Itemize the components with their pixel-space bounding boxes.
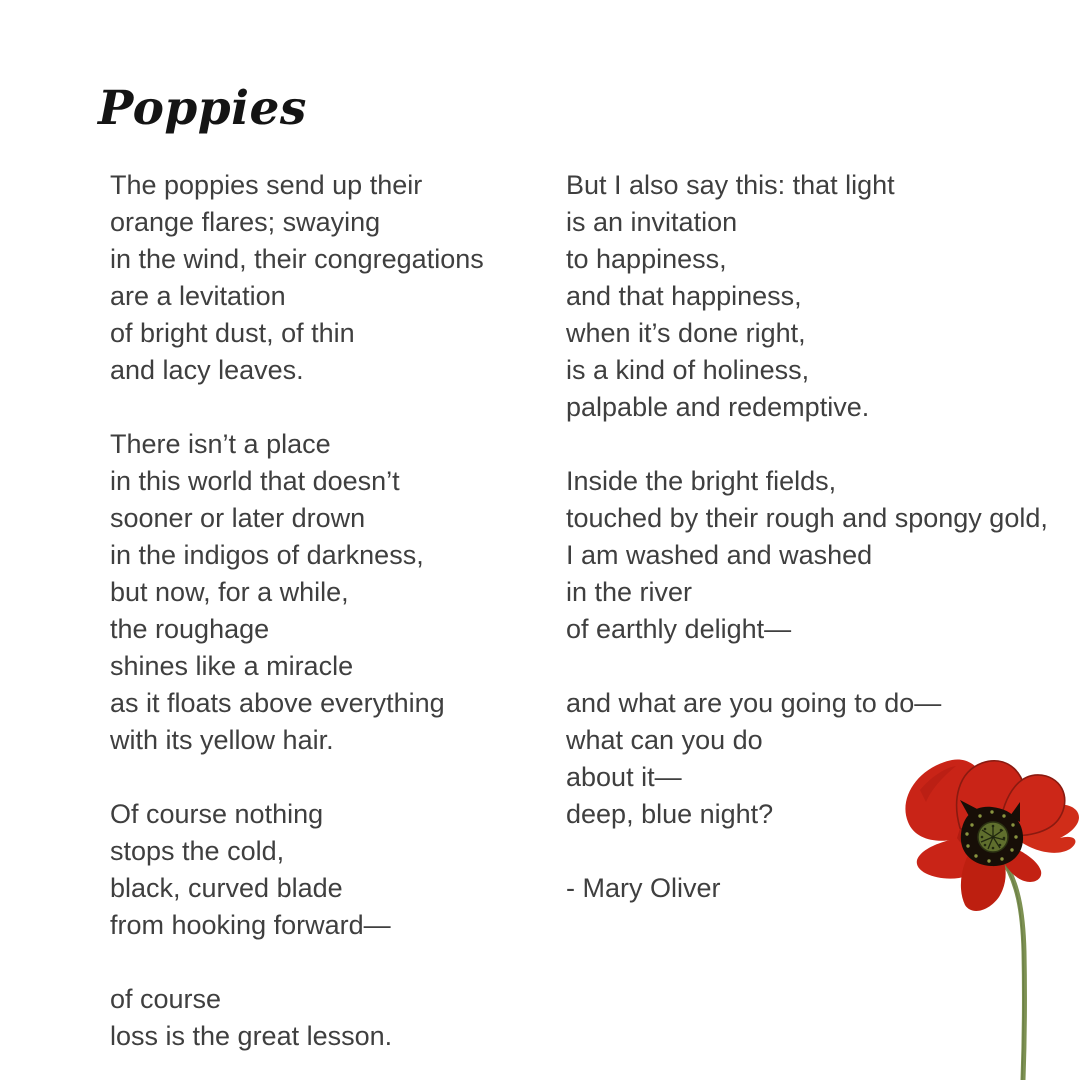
poem-line: There isn’t a place (110, 429, 331, 459)
poppy-stem-shade (1001, 858, 1023, 1080)
poem-line: with its yellow hair. (110, 725, 334, 755)
poem-line: when it’s done right, (566, 318, 806, 348)
stanza (566, 167, 1076, 426)
stanza (110, 426, 555, 759)
poem-line: stops the cold, (110, 836, 285, 866)
poem-line: Of course nothing (110, 799, 324, 829)
poppy-stem (1000, 856, 1024, 1080)
poppy-flower-illustration (860, 730, 1080, 1080)
poem-line: from hooking forward— (110, 910, 391, 940)
poem-line: in the river (566, 577, 693, 607)
poem-line: orange flares; swaying (110, 207, 381, 237)
poem-column-left (110, 167, 555, 1092)
poem-line: the roughage (110, 614, 270, 644)
poem-line: of course (110, 984, 222, 1014)
poem-line: of earthly delight— (566, 614, 792, 644)
poem-line: are a levitation (110, 281, 286, 311)
poem-line: deep, blue night? (566, 799, 774, 829)
poem-line: about it— (566, 762, 682, 792)
poem-line: is a kind of holiness, (566, 355, 810, 385)
stanza (110, 167, 555, 389)
poem-line: black, curved blade (110, 873, 343, 903)
poem-line: loss is the great lesson. (110, 1021, 393, 1051)
poem-line: palpable and redemptive. (566, 392, 870, 422)
stanza (110, 981, 555, 1055)
poem-line: of bright dust, of thin (110, 318, 355, 348)
poem-line: in the indigos of darkness, (110, 540, 424, 570)
poem-line: and that happiness, (566, 281, 802, 311)
poem-line: to happiness, (566, 244, 727, 274)
poem-line: The poppies send up their (110, 170, 423, 200)
poem-line: sooner or later drown (110, 503, 366, 533)
poem-line: But I also say this: that light (566, 170, 895, 200)
poem-line: what can you do (566, 725, 763, 755)
poem-line: in this world that doesn’t (110, 466, 400, 496)
poem-line: in the wind, their congregations (110, 244, 484, 274)
stanza (110, 796, 555, 944)
poem-line: and lacy leaves. (110, 355, 304, 385)
poem-line: but now, for a while, (110, 577, 349, 607)
stanza (566, 463, 1076, 648)
poem-line: as it floats above everything (110, 688, 445, 718)
poem-line: Inside the bright fields, (566, 466, 837, 496)
page-title: Poppies (98, 81, 307, 136)
poem-line: touched by their rough and spongy gold, (566, 503, 1048, 533)
poem-line: is an invitation (566, 207, 738, 237)
attribution: - Mary Oliver (566, 873, 721, 903)
poem-line: I am washed and washed (566, 540, 873, 570)
poem-line: shines like a miracle (110, 651, 354, 681)
poem-line: and what are you going to do— (566, 688, 942, 718)
